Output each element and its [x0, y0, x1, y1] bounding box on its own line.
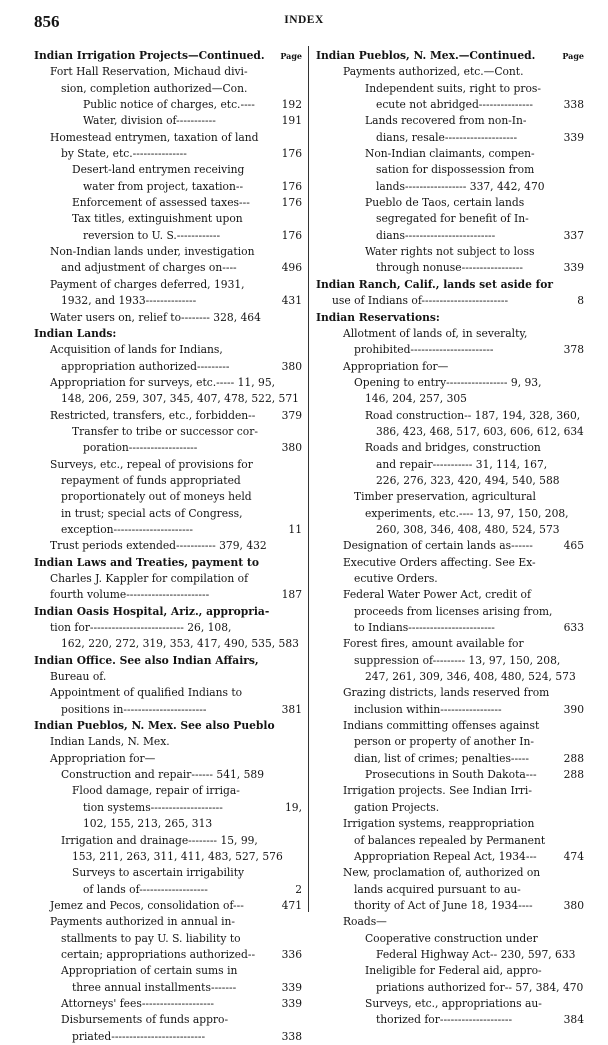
index-entry	[316, 64, 584, 80]
page-reference: 288	[563, 751, 584, 765]
index-entry	[34, 1012, 302, 1028]
entry-text: Independent suits, right to pros-	[365, 81, 541, 95]
index-entry	[316, 702, 584, 718]
entry-text: 247, 261, 309, 346, 408, 480, 524, 573	[365, 670, 576, 684]
index-entry	[34, 669, 302, 685]
page-reference: 176	[281, 179, 302, 193]
index-heading	[316, 48, 584, 64]
entry-text: prohibited-----------------------	[354, 343, 494, 357]
entry-text: Opening to entry----------------- 9, 93,	[354, 375, 542, 389]
entry-text: repayment of funds appropriated	[61, 473, 241, 487]
entry-text: and repair----------- 31, 114, 167,	[376, 457, 548, 471]
index-entry	[316, 685, 584, 701]
entry-text: experiments, etc.---- 13, 97, 150, 208,	[365, 506, 569, 520]
index-heading	[34, 718, 302, 734]
page-reference: 380	[281, 441, 302, 455]
entry-text: lands acquired pursuant to au-	[354, 882, 521, 896]
index-entry	[34, 914, 302, 930]
index-entry	[316, 914, 584, 930]
entry-text: Forest fires, amount available for	[343, 637, 524, 651]
index-entry	[34, 865, 302, 881]
index-entry	[316, 718, 584, 734]
page-reference: 11	[288, 522, 302, 536]
page-reference: 336	[281, 947, 302, 961]
page-reference: 381	[281, 702, 302, 716]
index-entry	[34, 228, 302, 244]
column-page-label: Page	[562, 51, 584, 61]
index-entry	[34, 195, 302, 211]
entry-text: Roads—	[343, 915, 387, 929]
page-reference: 187	[281, 588, 302, 602]
entry-text: positions in-----------------------	[61, 702, 207, 716]
page-reference: 474	[563, 849, 584, 863]
entry-text: 102, 155, 213, 265, 313	[83, 817, 213, 831]
entry-text: dians, resale--------------------	[376, 130, 518, 144]
index-entry	[316, 833, 584, 849]
index-entry	[316, 473, 584, 489]
index-entry	[316, 162, 584, 178]
page-reference: 471	[281, 898, 302, 912]
index-entry	[316, 636, 584, 652]
page-reference: 339	[563, 130, 584, 144]
page-reference: 384	[563, 1013, 584, 1027]
index-heading	[34, 604, 302, 620]
page-reference: 390	[563, 702, 584, 716]
index-entry	[316, 244, 584, 260]
entry-text: three annual installments-------	[72, 980, 237, 994]
index-entry	[34, 833, 302, 849]
entry-text: stallments to pay U. S. liability to	[61, 931, 241, 945]
index-entry	[316, 767, 584, 783]
entry-text: exception----------------------	[61, 522, 193, 536]
index-heading	[34, 48, 302, 64]
index-entry	[316, 849, 584, 865]
index-entry	[316, 293, 584, 309]
index-entry	[34, 408, 302, 424]
index-entry	[34, 620, 302, 636]
index-entry	[316, 604, 584, 620]
entry-text: Indians committing offenses against	[343, 719, 540, 733]
index-entry	[34, 783, 302, 799]
index-entry	[316, 996, 584, 1012]
entry-text: inclusion within-----------------	[354, 702, 502, 716]
page-reference: 338	[281, 1029, 302, 1043]
index-entry	[34, 342, 302, 358]
index-entry	[316, 359, 584, 375]
entry-text: Acquisition of lands for Indians,	[50, 343, 223, 357]
index-entry	[316, 587, 584, 603]
index-entry	[34, 473, 302, 489]
entry-text: Prosecutions in South Dakota---	[365, 768, 537, 782]
index-entry	[316, 620, 584, 636]
entry-text: Indian Pueblos, N. Mex. See also Pueblo	[34, 719, 275, 733]
index-entry	[34, 751, 302, 767]
index-entry	[316, 947, 584, 963]
index-entry	[34, 260, 302, 276]
index-entry	[34, 636, 302, 652]
index-entry	[34, 538, 302, 554]
index-entry	[316, 963, 584, 979]
entry-text: Grazing districts, lands reserved from	[343, 686, 550, 700]
entry-text: Ineligible for Federal aid, appro-	[365, 964, 542, 978]
index-entry	[316, 130, 584, 146]
entry-text: Payment of charges deferred, 1931,	[50, 277, 245, 291]
index-entry	[34, 702, 302, 718]
index-entry	[34, 587, 302, 603]
entry-text: 1932, and 1933--------------	[61, 294, 197, 308]
entry-text: certain; appropriations authorized--	[61, 947, 256, 961]
index-entry	[316, 342, 584, 358]
index-entry	[316, 653, 584, 669]
entry-text: Fort Hall Reservation, Michaud divi-	[50, 65, 248, 79]
index-heading	[34, 555, 302, 571]
page-reference: 339	[563, 261, 584, 275]
entry-text: Surveys, etc., appropriations au-	[365, 996, 542, 1010]
index-entry	[316, 898, 584, 914]
entry-text: Tax titles, extinguishment upon	[72, 212, 243, 226]
index-entry	[316, 424, 584, 440]
index-column-right	[316, 48, 584, 1029]
index-entry	[316, 783, 584, 799]
entry-text: Indian Reservations:	[316, 310, 440, 324]
index-entry	[34, 146, 302, 162]
entry-text: Indian Laws and Treaties, payment to	[34, 555, 259, 569]
index-entry	[316, 800, 584, 816]
page-reference: 380	[281, 359, 302, 373]
index-entry	[34, 359, 302, 375]
index-entry	[34, 293, 302, 309]
page-reference: 338	[563, 98, 584, 112]
index-entry	[34, 800, 302, 816]
entry-text: Water rights not subject to loss	[365, 245, 535, 259]
index-entry	[34, 489, 302, 505]
entry-text: gation Projects.	[354, 800, 440, 814]
index-entry	[316, 931, 584, 947]
index-entry	[34, 963, 302, 979]
index-entry	[34, 571, 302, 587]
entry-text: Public notice of charges, etc.----	[83, 98, 255, 112]
index-entry	[34, 277, 302, 293]
entry-text: dians-------------------------	[376, 228, 496, 242]
entry-text: tion for-------------------------- 26, 108,	[50, 621, 232, 635]
entry-text: Flood damage, repair of irriga-	[72, 784, 240, 798]
index-entry	[316, 669, 584, 685]
entry-text: Pueblo de Taos, certain lands	[365, 196, 525, 210]
entry-text: Surveys, etc., repeal of provisions for	[50, 457, 253, 471]
entry-text: Appropriation of certain sums in	[61, 964, 238, 978]
entry-text: by State, etc.---------------	[61, 147, 187, 161]
index-entry	[34, 211, 302, 227]
entry-text: Jemez and Pecos, consolidation of---	[50, 898, 244, 912]
page-reference: 19,	[285, 800, 302, 814]
index-entry	[34, 816, 302, 832]
index-entry	[316, 211, 584, 227]
entry-text: thority of Act of June 18, 1934----	[354, 898, 533, 912]
entry-text: ecute not abridged---------------	[376, 98, 533, 112]
entry-text: Water, division of-----------	[83, 114, 216, 128]
entry-text: 386, 423, 468, 517, 603, 606, 612, 634	[376, 424, 584, 438]
entry-text: Construction and repair------ 541, 589	[61, 768, 265, 782]
index-entry	[316, 81, 584, 97]
entry-text: Non-Indian lands under, investigation	[50, 245, 255, 259]
page-reference: 339	[281, 996, 302, 1010]
index-entry	[316, 538, 584, 554]
page-reference: 378	[563, 343, 584, 357]
entry-text: suppression of--------- 13, 97, 150, 208,	[354, 653, 561, 667]
entry-text: of lands of-------------------	[83, 882, 208, 896]
entry-text: sation for dispossession from	[376, 163, 535, 177]
entry-text: Irrigation projects. See Indian Irri-	[343, 784, 532, 798]
entry-text: water from project, taxation--	[83, 179, 244, 193]
entry-text: 153, 211, 263, 311, 411, 483, 527, 576	[72, 849, 283, 863]
entry-text: poration-------------------	[83, 441, 198, 455]
entry-text: of balances repealed by Permanent	[354, 833, 546, 847]
index-entry	[34, 130, 302, 146]
entry-text: Irrigation and drainage-------- 15, 99,	[61, 833, 258, 847]
index-entry	[316, 751, 584, 767]
entry-text: in trust; special acts of Congress,	[61, 506, 243, 520]
entry-text: use of Indians of------------------------	[332, 294, 509, 308]
page-reference: 431	[281, 294, 302, 308]
entry-text: Payments authorized in annual in-	[50, 915, 236, 929]
index-entry	[34, 898, 302, 914]
index-entry	[34, 391, 302, 407]
index-entry	[34, 113, 302, 129]
index-entry	[316, 506, 584, 522]
entry-text: sion, completion authorized—Con.	[61, 81, 248, 95]
index-entry	[316, 457, 584, 473]
entry-text: Appropriation Repeal Act, 1934---	[354, 849, 537, 863]
entry-text: Lands recovered from non-In-	[365, 114, 527, 128]
index-entry	[316, 865, 584, 881]
index-entry	[316, 195, 584, 211]
entry-text: Irrigation systems, reappropriation	[343, 817, 535, 831]
entry-text: Executive Orders affecting. See Ex-	[343, 555, 536, 569]
index-entry	[316, 1012, 584, 1028]
index-heading	[34, 653, 302, 669]
index-entry	[34, 882, 302, 898]
index-entry	[34, 931, 302, 947]
entry-text: Appropriation for surveys, etc.----- 11, 95,	[50, 375, 276, 389]
index-entry	[316, 260, 584, 276]
index-entry	[316, 408, 584, 424]
entry-text: 146, 204, 257, 305	[365, 392, 467, 406]
index-entry	[34, 767, 302, 783]
column-divider	[308, 46, 309, 912]
index-entry	[34, 849, 302, 865]
index-entry	[34, 506, 302, 522]
page-reference: 176	[281, 147, 302, 161]
entry-text: reversion to U. S.------------	[83, 228, 221, 242]
index-entry	[34, 81, 302, 97]
page-reference: 465	[563, 539, 584, 553]
index-entry	[34, 244, 302, 260]
entry-text: Indian Office. See also Indian Affairs,	[34, 653, 259, 667]
page-reference: 496	[281, 261, 302, 275]
entry-text: Homestead entrymen, taxation of land	[50, 130, 259, 144]
index-entry	[316, 179, 584, 195]
entry-text: 148, 206, 259, 307, 345, 407, 478, 522, 571	[61, 392, 299, 406]
entry-text: Cooperative construction under	[365, 931, 538, 945]
page-reference: 339	[281, 980, 302, 994]
entry-text: Water users on, relief to-------- 328, 464	[50, 310, 261, 324]
entry-text: Appropriation for—	[343, 359, 449, 373]
page-reference: 633	[563, 621, 584, 635]
entry-text: Restricted, transfers, etc., forbidden--	[50, 408, 256, 422]
entry-text: Surveys to ascertain irrigability	[72, 866, 245, 880]
entry-text: Timber preservation, agricultural	[354, 490, 536, 504]
index-entry	[34, 522, 302, 538]
index-entry	[34, 97, 302, 113]
index-entry	[34, 375, 302, 391]
index-entry	[316, 113, 584, 129]
index-entry	[34, 980, 302, 996]
entry-text: Trust periods extended----------- 379, 432	[50, 539, 267, 553]
entry-text: New, proclamation of, authorized on	[343, 866, 541, 880]
entry-text: proportionately out of moneys held	[61, 490, 252, 504]
page-reference: 176	[281, 228, 302, 242]
index-heading	[316, 310, 584, 326]
entry-text: Transfer to tribe or successor cor-	[72, 424, 258, 438]
entry-text: through nonuse-----------------	[376, 261, 524, 275]
column-page-label: Page	[280, 51, 302, 61]
entry-text: 162, 220, 272, 319, 353, 417, 490, 535, 583	[61, 637, 299, 651]
index-entry	[316, 228, 584, 244]
index-entry	[316, 980, 584, 996]
entry-text: 226, 276, 323, 420, 494, 540, 588	[376, 473, 560, 487]
entry-text: appropriation authorized---------	[61, 359, 230, 373]
index-entry	[316, 375, 584, 391]
entry-text: person or property of another In-	[354, 735, 535, 749]
page-reference: 192	[281, 98, 302, 112]
entry-text: Non-Indian claimants, compen-	[365, 147, 535, 161]
index-entry	[316, 391, 584, 407]
index-entry	[34, 162, 302, 178]
entry-text: Indian Ranch, Calif., lands set aside for	[316, 277, 553, 291]
entry-text: tion systems--------------------	[83, 800, 223, 814]
index-entry	[316, 555, 584, 571]
entry-text: Bureau of.	[50, 670, 107, 684]
index-entry	[316, 97, 584, 113]
page-reference: 337	[563, 228, 584, 242]
entry-text: Enforcement of assessed taxes---	[72, 196, 250, 210]
index-entry	[34, 996, 302, 1012]
entry-text: priations authorized for-- 57, 384, 470	[376, 980, 584, 994]
index-entry	[316, 734, 584, 750]
entry-text: Roads and bridges, construction	[365, 441, 541, 455]
entry-text: Allotment of lands of, in severalty,	[343, 326, 528, 340]
index-entry	[34, 424, 302, 440]
index-entry	[316, 816, 584, 832]
entry-text: Indian Lands, N. Mex.	[50, 735, 170, 749]
entry-text: Charles J. Kappler for compilation of	[50, 572, 249, 585]
entry-text: thorized for--------------------	[376, 1013, 513, 1027]
index-entry	[316, 326, 584, 342]
page-reference: 191	[281, 114, 302, 128]
entry-text: Federal Water Power Act, credit of	[343, 588, 531, 602]
page-reference: 288	[563, 768, 584, 782]
entry-text: Disbursements of funds appro-	[61, 1013, 229, 1027]
entry-text: Attorneys' fees--------------------	[61, 996, 215, 1010]
entry-text: Indian Lands:	[34, 326, 117, 340]
entry-text: Desert-land entrymen receiving	[72, 163, 245, 177]
entry-text: dian, list of crimes; penalties-----	[354, 751, 529, 765]
page-number: 856	[34, 12, 60, 31]
index-heading	[316, 277, 584, 293]
index-entry	[34, 734, 302, 750]
entry-text: fourth volume-----------------------	[50, 588, 210, 602]
entry-text: proceeds from licenses arising from,	[354, 604, 553, 618]
entry-text: lands----------------- 337, 442, 470	[376, 179, 545, 193]
entry-text: Payments authorized, etc.—Cont.	[343, 65, 524, 79]
entry-text: Indian Pueblos, N. Mex.—Continued.	[316, 49, 536, 62]
page-reference: 176	[281, 196, 302, 210]
index-heading	[34, 326, 302, 342]
entry-text: Federal Highway Act-- 230, 597, 633	[376, 947, 576, 961]
entry-text: segregated for benefit of In-	[376, 212, 529, 226]
entry-text: and adjustment of charges on----	[61, 261, 237, 275]
page-reference: 379	[281, 408, 302, 422]
entry-text: Road construction-- 187, 194, 328, 360,	[365, 408, 581, 422]
entry-text: Appropriation for—	[50, 751, 156, 765]
index-entry	[34, 685, 302, 701]
index-entry	[316, 489, 584, 505]
index-column-left	[34, 48, 302, 1045]
entry-text: Designation of certain lands as------	[343, 539, 533, 553]
entry-text: to Indians------------------------	[354, 621, 495, 635]
index-entry	[34, 947, 302, 963]
index-entry	[34, 179, 302, 195]
entry-text: priated--------------------------	[72, 1029, 206, 1043]
page-title: INDEX	[284, 14, 324, 26]
index-entry	[316, 440, 584, 456]
entry-text: Indian Oasis Hospital, Ariz., appropria-	[34, 604, 270, 618]
page-reference: 8	[577, 294, 584, 308]
index-entry	[316, 571, 584, 587]
index-entry	[316, 522, 584, 538]
entry-text: 260, 308, 346, 408, 480, 524, 573	[376, 522, 560, 536]
entry-text: Appointment of qualified Indians to	[50, 686, 243, 700]
index-entry	[34, 1029, 302, 1045]
page-reference: 380	[563, 898, 584, 912]
page-reference: 2	[295, 882, 302, 896]
index-entry	[34, 457, 302, 473]
index-entry	[316, 882, 584, 898]
entry-text: Indian Irrigation Projects—Continued.	[34, 49, 265, 62]
index-entry	[34, 310, 302, 326]
index-entry	[34, 64, 302, 80]
index-entry	[34, 440, 302, 456]
index-entry	[316, 146, 584, 162]
entry-text: ecutive Orders.	[354, 572, 438, 585]
